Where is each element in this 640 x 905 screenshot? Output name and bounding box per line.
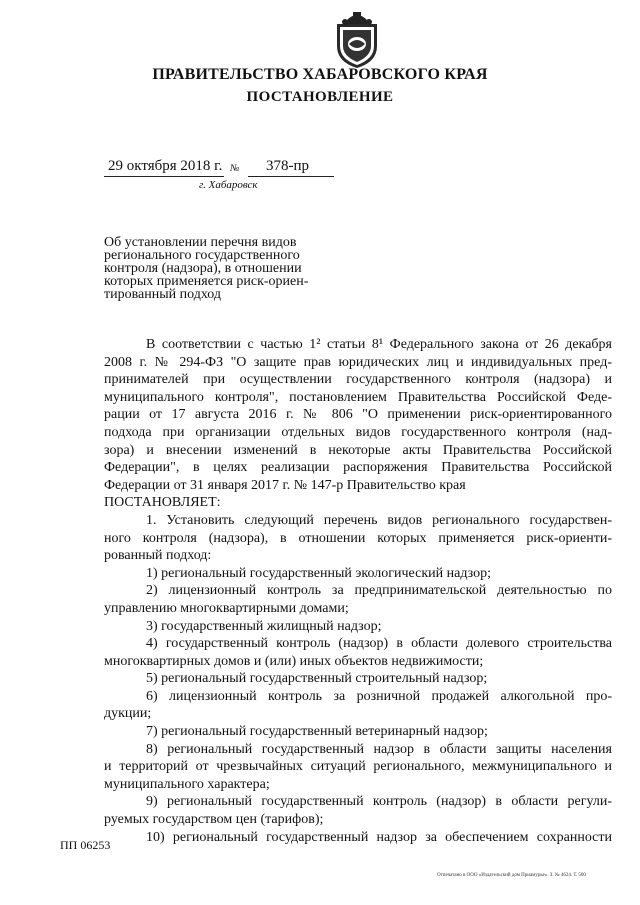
body-line: 9) региональный государственный контроль (надзор) в области регули- — [146, 794, 612, 810]
subject-line: тированный подход — [104, 287, 222, 302]
coat-of-arms-emblem-icon — [331, 8, 383, 70]
body-line: принимателей при осуществлении государственного контроля (надзора) и — [104, 372, 612, 388]
body-line: 6) лицензионный контроль за розничной продажей алкогольной про- — [146, 688, 612, 704]
body-line: 7) региональный государственный ветеринарный надзор; — [146, 724, 488, 740]
body-line: 8) региональный государственный надзор в области защиты населения — [146, 741, 612, 757]
print-note: Отпечатано в ООО «Издательский дом Приамурье». З. № 4624. Т. 500 — [437, 873, 586, 878]
body-line: В соответствии с частью 1² статьи 8¹ Федерального закона от 26 декабря — [146, 337, 612, 352]
body-line: 10) региональный государственный надзор за обеспечением сохранности — [146, 829, 612, 845]
body-line: Федерации", в целях реализации распоряжения Правительства Российской — [104, 460, 612, 476]
body-line: рованный подход: — [104, 548, 212, 564]
body-line: рации от 17 августа 2016 г. № 806 "О применении риск-ориентированного — [104, 407, 612, 423]
body-line: и территорий от чрезвычайных ситуаций регионального, межмуниципального и — [104, 759, 612, 775]
document-code: ПП 06253 — [60, 838, 111, 852]
document-body — [104, 336, 612, 846]
body-line: дукции; — [104, 706, 152, 722]
document-type-heading: ПОСТАНОВЛЕНИЕ — [246, 89, 394, 105]
number-label: № — [230, 163, 240, 174]
body-line: 3) государственный жилищный надзор; — [146, 618, 382, 634]
body-line: 2008 г. № 294-ФЗ "О защите прав юридических лиц и индивидуальных пред- — [104, 354, 612, 370]
subject-line: которых применяется риск-ориен- — [104, 274, 309, 289]
body-line: 2) лицензионный контроль за предпринимательской деятельностью по — [146, 583, 612, 599]
body-line: муниципального контроля", постановлением Правительства Российской Феде- — [104, 389, 612, 405]
body-line: многоквартирных домов и (или) иных объектов недвижимости; — [104, 653, 484, 669]
document-subject — [104, 236, 332, 301]
city-label: г. Хабаровск — [199, 179, 258, 191]
government-heading: ПРАВИТЕЛЬСТВО ХАБАРОВСКОГО КРАЯ — [152, 66, 488, 83]
body-line: Федерации от 31 января 2017 г. № 147-р Правительство края — [104, 477, 466, 493]
body-line: муниципального характера; — [104, 776, 270, 792]
body-line: зора) и внесении изменений в некоторые акты Правительства Российской — [104, 442, 612, 458]
body-line: ного контроля (надзора), в отношении которых применяется риск-ориенти- — [104, 530, 612, 546]
body-line: 1) региональный государственный экологический надзор; — [146, 565, 491, 581]
document-number: 378-пр — [266, 158, 310, 174]
body-line: подхода при организации отдельных видов государственного контроля (над- — [104, 424, 612, 440]
number-underline — [248, 176, 334, 177]
body-line: 5) региональный государственный строительный надзор; — [146, 671, 488, 687]
subject-line: контроля (надзора), в отношении — [104, 261, 302, 276]
date-underline — [104, 176, 224, 177]
body-line: 4) государственный контроль (надзор) в области долевого строительства — [146, 636, 612, 652]
body-line: ПОСТАНОВЛЯЕТ: — [104, 495, 221, 511]
body-line: 1. Установить следующий перечень видов регионального государствен- — [146, 512, 612, 528]
body-line: управлению многоквартирными домами; — [104, 600, 349, 616]
body-line: руемых государством цен (тарифов); — [104, 812, 324, 828]
subject-line: регионального государственного — [104, 248, 300, 263]
document-date: 29 октября 2018 г. — [108, 158, 223, 174]
subject-line: Об установлении перечня видов — [104, 235, 297, 250]
